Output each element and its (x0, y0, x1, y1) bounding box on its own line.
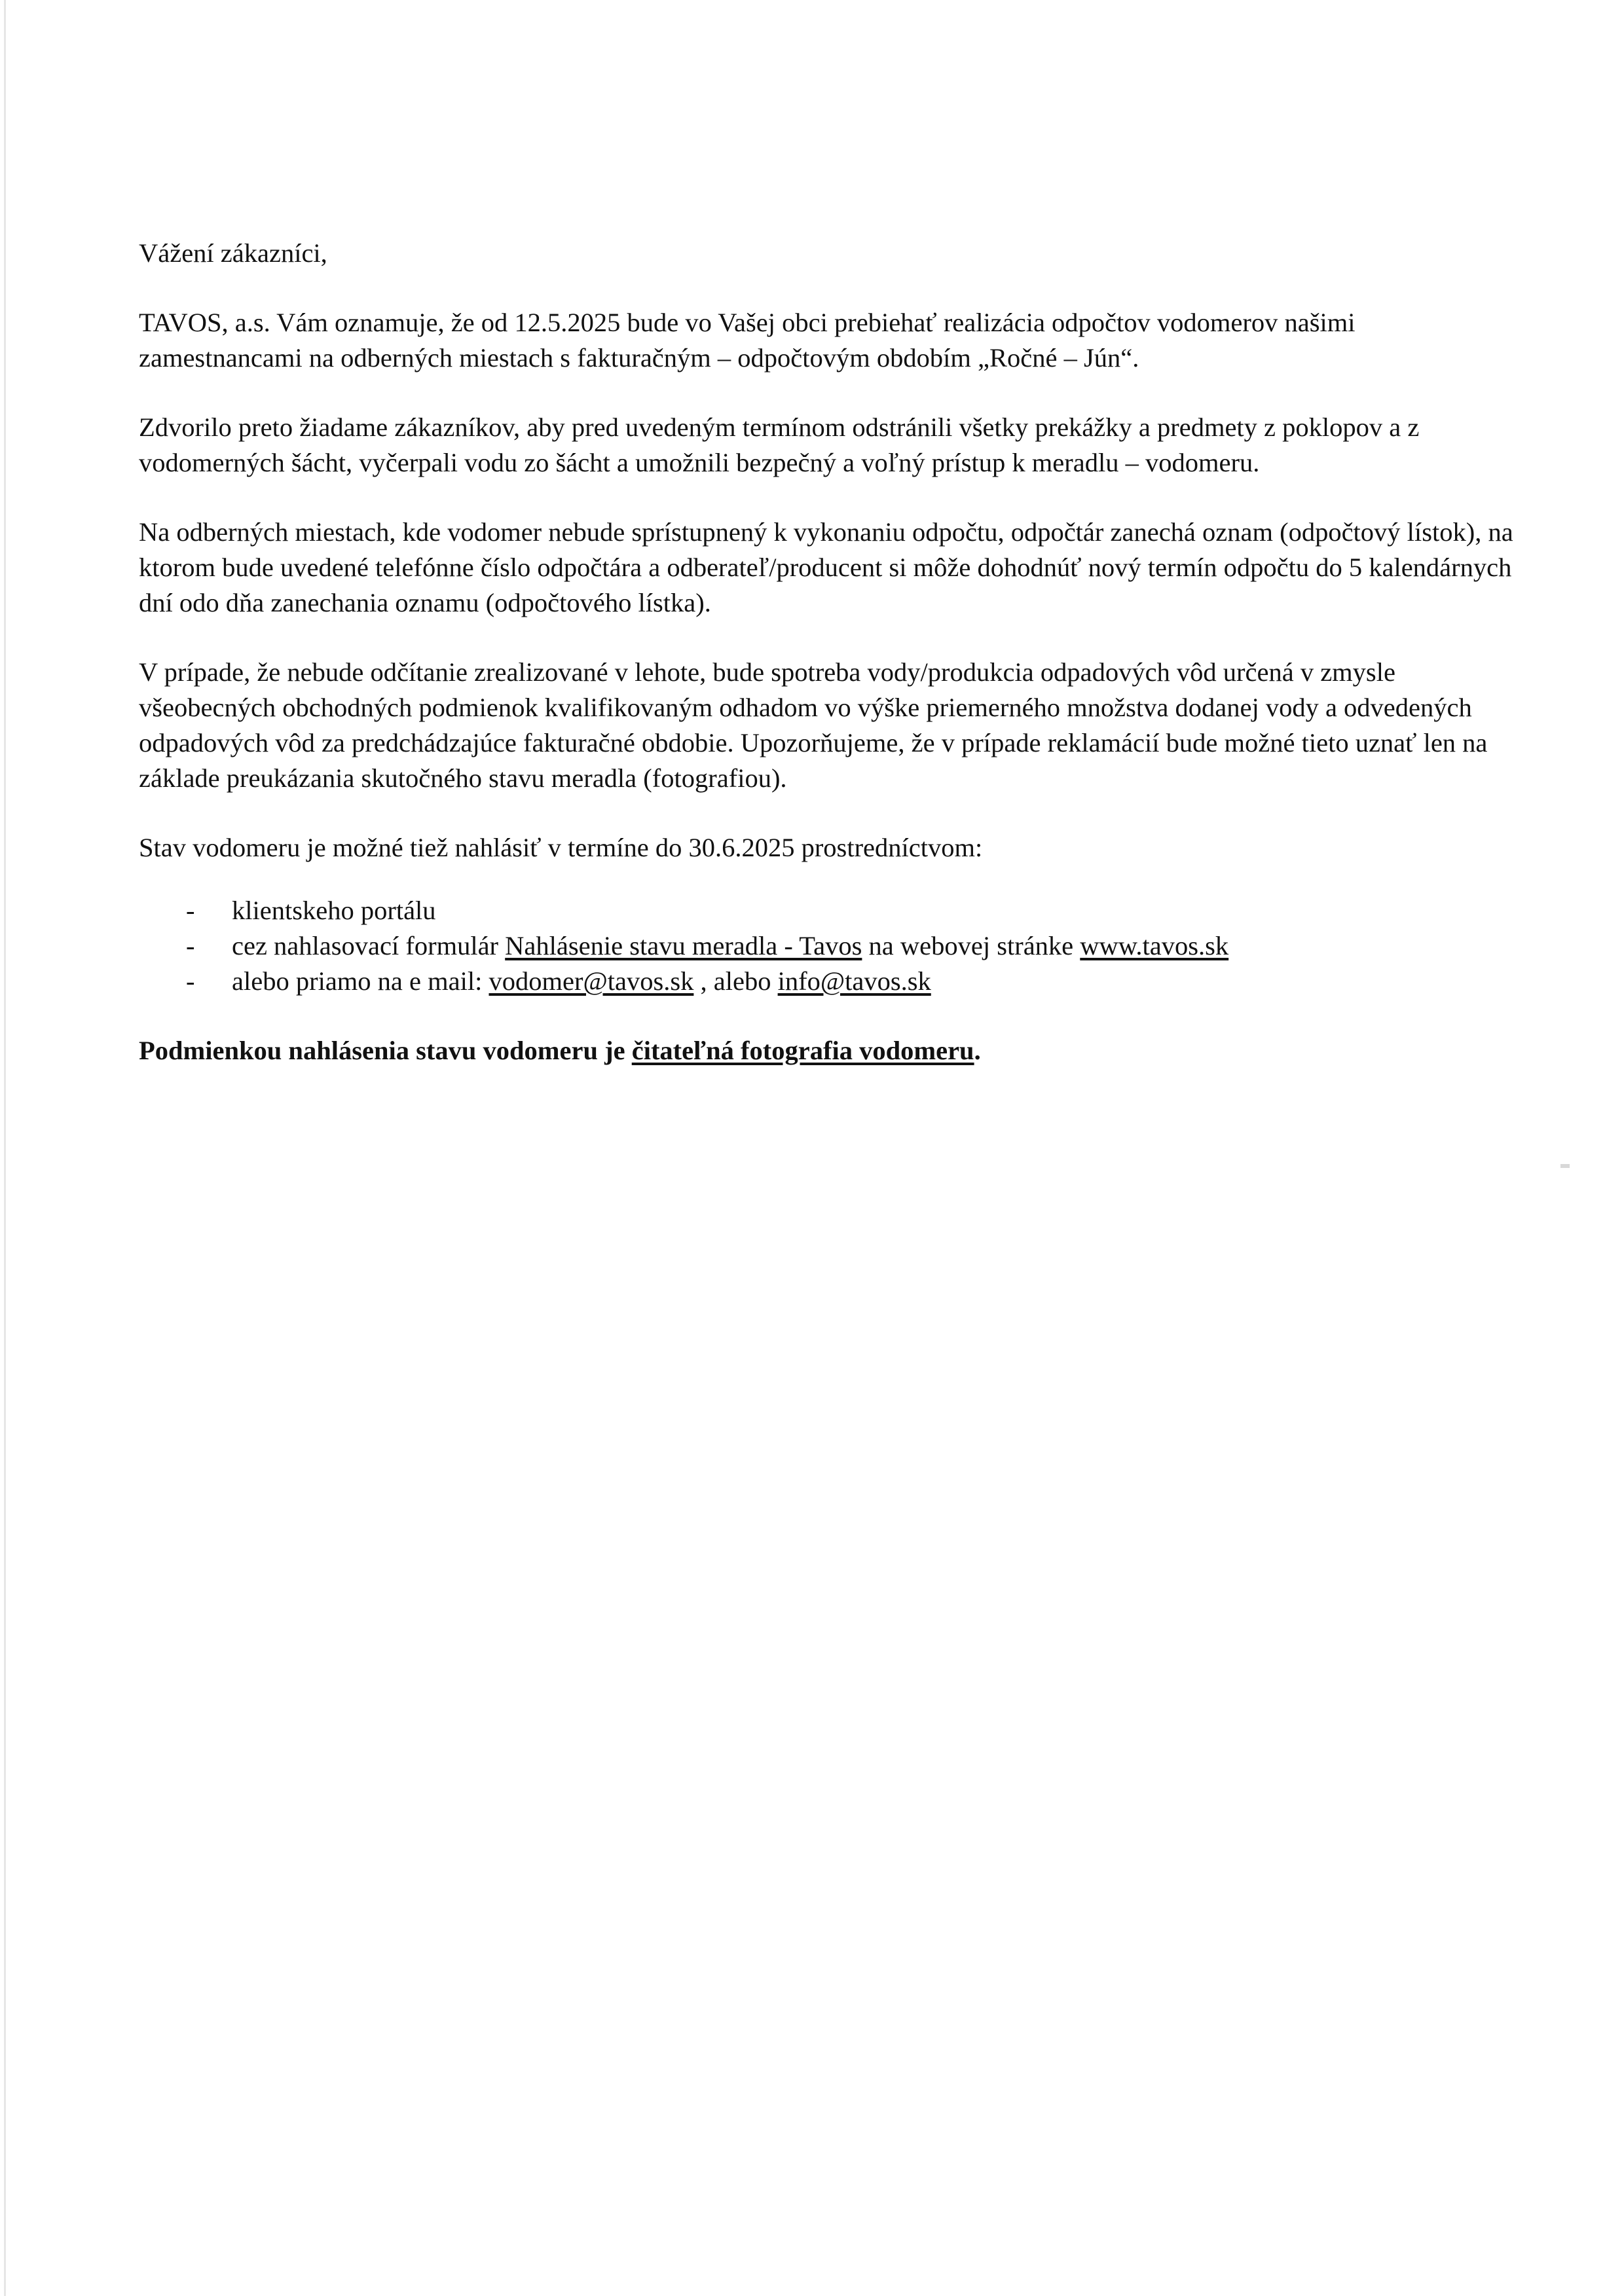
closing-prefix: Podmienkou nahlásenia stavu vodomeru je (139, 1036, 632, 1065)
email-link-vodomer[interactable]: vodomer@tavos.sk (489, 966, 694, 996)
paragraph-reporting-options: Stav vodomeru je možné tiež nahlásiť v termíne do 30.6.2025 prostredníctvom: (139, 833, 983, 862)
paragraph-estimate: V prípade, že nebude odčítanie zrealizované v lehote, bude spotreba vody/produkcia odpadových vôd určená v zmysle všeobecných obchodných podmienok kvalifikovaným odhadom vo výške priemerného množstva dodanej vody a odvedených odpadových vôd za predchádzajúce fakturačné obdobie. Upozorňujeme, že v prípade reklamácií bude možné tieto uznať len na základe preukázania skutočného stavu meradla (fotografiou). (139, 657, 1488, 793)
website-link[interactable]: www.tavos.sk (1080, 931, 1229, 960)
closing-suffix: . (974, 1036, 981, 1065)
list-item-text (232, 928, 1228, 964)
reporting-options-list (139, 893, 1521, 999)
list-item (139, 964, 1521, 999)
list-item-text (232, 964, 931, 999)
form-link[interactable]: Nahlásenie stavu meradla - Tavos (505, 931, 862, 960)
paragraph-request: Zdvorilo preto žiadame zákazníkov, aby pred uvedeným termínom odstránili všetky prekážky a predmety z poklopov a z vodomerných šácht, vyčerpali vodu zo šácht a umožnili bezpečný a voľný prístup k meradlu – vodomeru. (139, 412, 1420, 477)
bullet3-middle: , alebo (693, 966, 778, 996)
paragraph-announcement: TAVOS, a.s. Vám oznamuje, že od 12.5.2025 bude vo Vašej obci prebiehať realizácia odpočtov vodomerov našimi zamestnancami na odberných miestach s fakturačným – odpočtovým obdobím „Ročné – Jún“. (139, 308, 1356, 373)
bullet2-prefix: cez nahlasovací formulár (232, 931, 506, 960)
paragraph-inaccessible-meter: Na odberných miestach, kde vodomer nebude sprístupnený k vykonaniu odpočtu, odpočtár zanechá oznam (odpočtový lístok), na ktorom bude uvedené telefónne číslo odpočtára a odberateľ/producent si môže dohodnúť nový termín odpočtu do 5 kalendárnych dní odo dňa zanechania oznamu (odpočtového lístka). (139, 517, 1513, 617)
bullet-dash: - (186, 896, 195, 925)
letter-greeting: Vážení zákazníci, (139, 238, 327, 268)
letter-body (139, 236, 1521, 1068)
scan-speck (1560, 1164, 1570, 1168)
bullet3-prefix: alebo priamo na e mail: (232, 966, 489, 996)
closing-emphasis: čitateľná fotografia vodomeru (631, 1036, 974, 1065)
list-item-text: klientskeho portálu (232, 896, 436, 925)
bullet2-middle: na webovej stránke (862, 931, 1080, 960)
scan-edge-line (4, 0, 6, 2296)
email-link-info[interactable]: info@tavos.sk (777, 966, 931, 996)
closing-statement (139, 1033, 1521, 1068)
bullet-dash: - (186, 931, 195, 960)
list-item (139, 928, 1521, 964)
list-item (139, 893, 1521, 928)
bullet-dash: - (186, 966, 195, 996)
